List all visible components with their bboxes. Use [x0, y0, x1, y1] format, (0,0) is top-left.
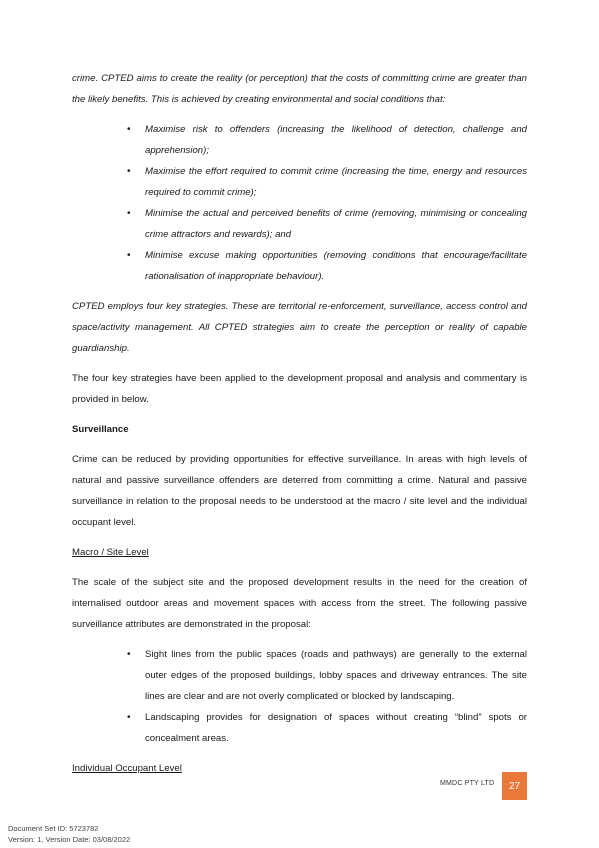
surveillance-paragraph: Crime can be reduced by providing opportunities for effective surveillance. In areas with high levels of natural and passive surveillance offenders are deterred from committing a crime. Natural and passive surveillance in relation to the proposal needs to be understood at the macro / site level and the individual occupant level. — [72, 454, 527, 528]
list-item: • Minimise the actual and perceived benefits of crime (removing, minimising or concealing crime attractors and rewards); and — [145, 203, 527, 245]
macro-paragraph: The scale of the subject site and the proposed development results in the need for the creation of internalised outdoor areas and movement spaces with access from the street. The following passive surveillance attributes are demonstrated in the proposal: — [72, 577, 527, 630]
list-item: • Minimise excuse making opportunities (removing conditions that encourage/facilitate rationalisation of inappropriate behaviour). — [145, 245, 527, 287]
strategies-paragraph: CPTED employs four key strategies. These are territorial re-enforcement, surveillance, access control and space/activity management. All CPTED strategies aim to create the perception or reality of capable guardianship. — [72, 301, 527, 354]
list-item: • Maximise the effort required to commit crime (increasing the time, energy and resources required to commit crime); — [145, 161, 527, 203]
list-item: • Landscaping provides for designation of spaces without creating “blind” spots or concealment areas. — [145, 707, 527, 749]
surveillance-heading: Surveillance — [72, 424, 129, 435]
document-meta — [8, 823, 130, 845]
document-set-id: Document Set ID: 5723782 — [8, 824, 99, 833]
intro-paragraph: crime. CPTED aims to create the reality (or perception) that the costs of committing crime are greater than the likely benefits. This is achieved by creating environmental and social conditions that: — [72, 73, 527, 105]
surveillance-attributes-list — [72, 644, 527, 749]
individual-occupant-heading: Individual Occupant Level — [72, 763, 182, 774]
list-item: • Sight lines from the public spaces (roads and pathways) are generally to the external outer edges of the proposed buildings, lobby spaces and driveway entrances. The site lines are clear and are not overly complicated or blocked by landscaping. — [145, 644, 527, 707]
version-info: Version: 1, Version Date: 03/08/2022 — [8, 835, 131, 844]
cpted-conditions-list — [72, 119, 527, 287]
applied-paragraph: The four key strategies have been applied to the development proposal and analysis and commentary is provided in below. — [72, 373, 527, 405]
list-item: • Maximise risk to offenders (increasing the likelihood of detection, challenge and apprehension); — [145, 119, 527, 161]
macro-site-heading: Macro / Site Level — [72, 547, 149, 558]
footer-company: MMDC PTY LTD — [440, 780, 495, 787]
page-number-badge — [502, 772, 527, 800]
page-number: 27 — [508, 780, 521, 792]
page-content — [72, 68, 527, 788]
